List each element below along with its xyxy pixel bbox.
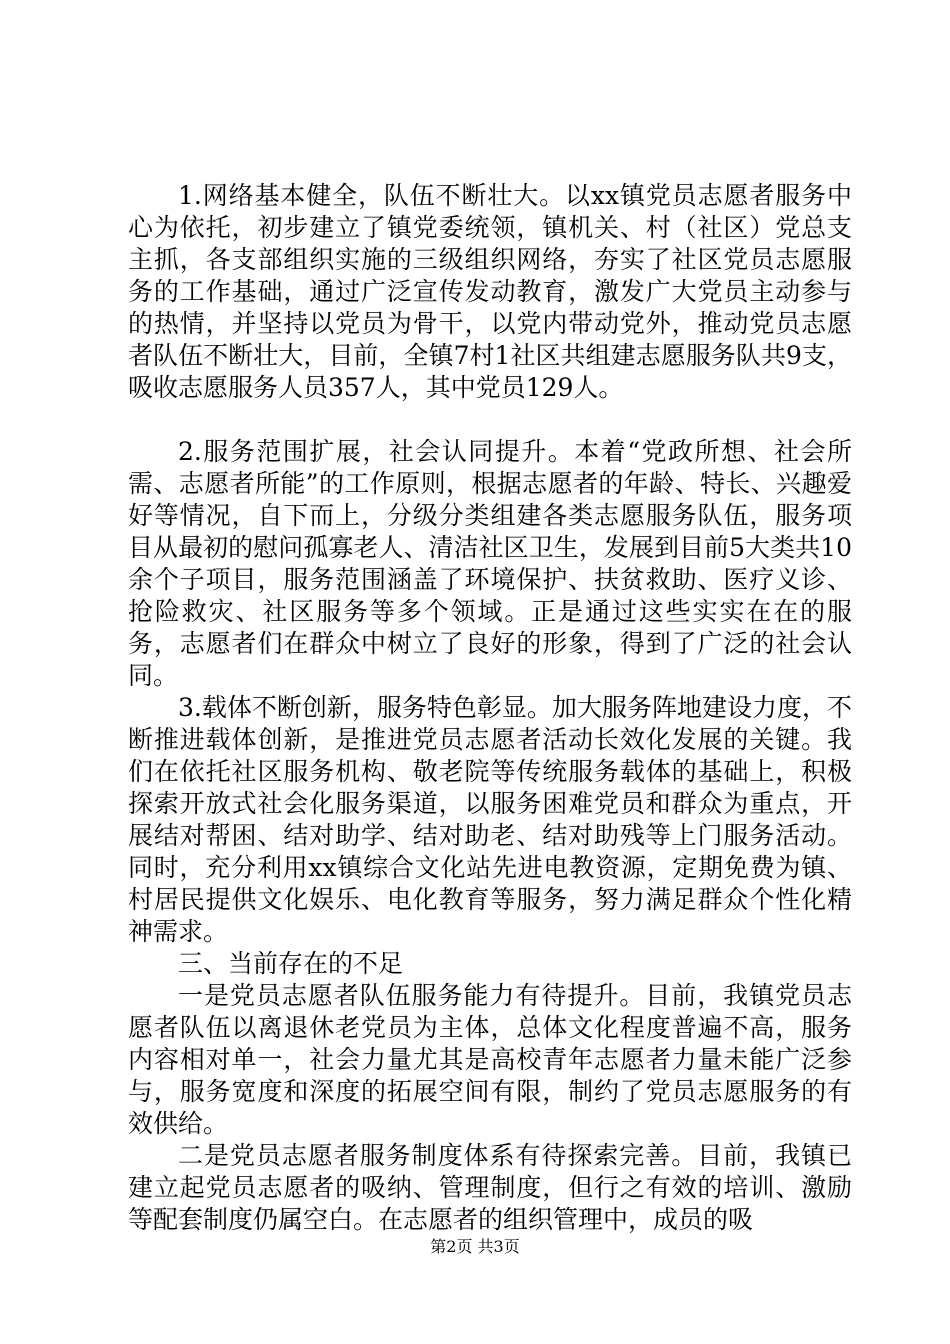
paragraph-carrier-innovation: 3.载体不断创新，服务特色彰显。加大服务阵地建设力度，不断推进载体创新，是推进党员志愿者活动长效化发展的关键。我们在依托社区服务机构、敬老院等传统服务载体的基础上，积极探索开放式社会化服务渠道，以服务困难党员和群众为重点，开展结对帮困、结对助学、结对助老、结对助残等上门服务活动。同时，充分利用xx镇综合文化站先进电教资源，定期免费为镇、村居民提供文化娱乐、电化教育等服务，努力满足群众个性化精神需求。 <box>128 693 852 946</box>
section-heading-shortcomings: 三、当前存在的不足 <box>178 949 404 978</box>
document-body <box>128 180 852 1236</box>
paragraph-service-scope: 2.服务范围扩展，社会认同提升。本着“党政所想、社会所需、志愿者所能”的工作原则，根据志愿者的年龄、特长、兴趣爱好等情况，自下而上，分级分类组建各类志愿服务队伍，服务项目从最初的慰问孤寡老人、清洁社区卫生，发展到目前5大类共10余个子项目，服务范围涵盖了环境保护、扶贫救助、医疗义诊、抢险救灾、社区服务等多个领域。正是通过这些实实在在的服务，志愿者们在群众中树立了良好的形象，得到了广泛的社会认同。 <box>128 437 852 690</box>
paragraph-capacity: 一是党员志愿者队伍服务能力有待提升。目前，我镇党员志愿者队伍以离退休老党员为主体，总体文化程度普遍不高，服务内容相对单一，社会力量尤其是高校青年志愿者力量未能广泛参与，服务宽度和深度的拓展空间有限，制约了党员志愿服务的有效供给。 <box>128 981 852 1138</box>
paragraph-system: 二是党员志愿者服务制度体系有待探索完善。目前，我镇已建立起党员志愿者的吸纳、管理制度，但行之有效的培训、激励等配套制度仍属空白。在志愿者的组织管理中，成员的吸 <box>128 1141 852 1234</box>
paragraph-network: 1.网络基本健全，队伍不断壮大。以xx镇党员志愿者服务中心为依托，初步建立了镇党委统领，镇机关、村（社区）党总支主抓，各支部组织实施的三级组织网络，夯实了社区党员志愿服务的工作基础，通过广泛宣传发动教育，激发广大党员主动参与的热情，并坚持以党员为骨干，以党内带动党外，推动党员志愿者队伍不断壮大，目前，全镇7村1社区共组建志愿服务队共9支，吸收志愿服务人员357人，其中党员129人。 <box>128 181 852 402</box>
page-footer: 第2页 共3页 <box>430 1237 520 1256</box>
